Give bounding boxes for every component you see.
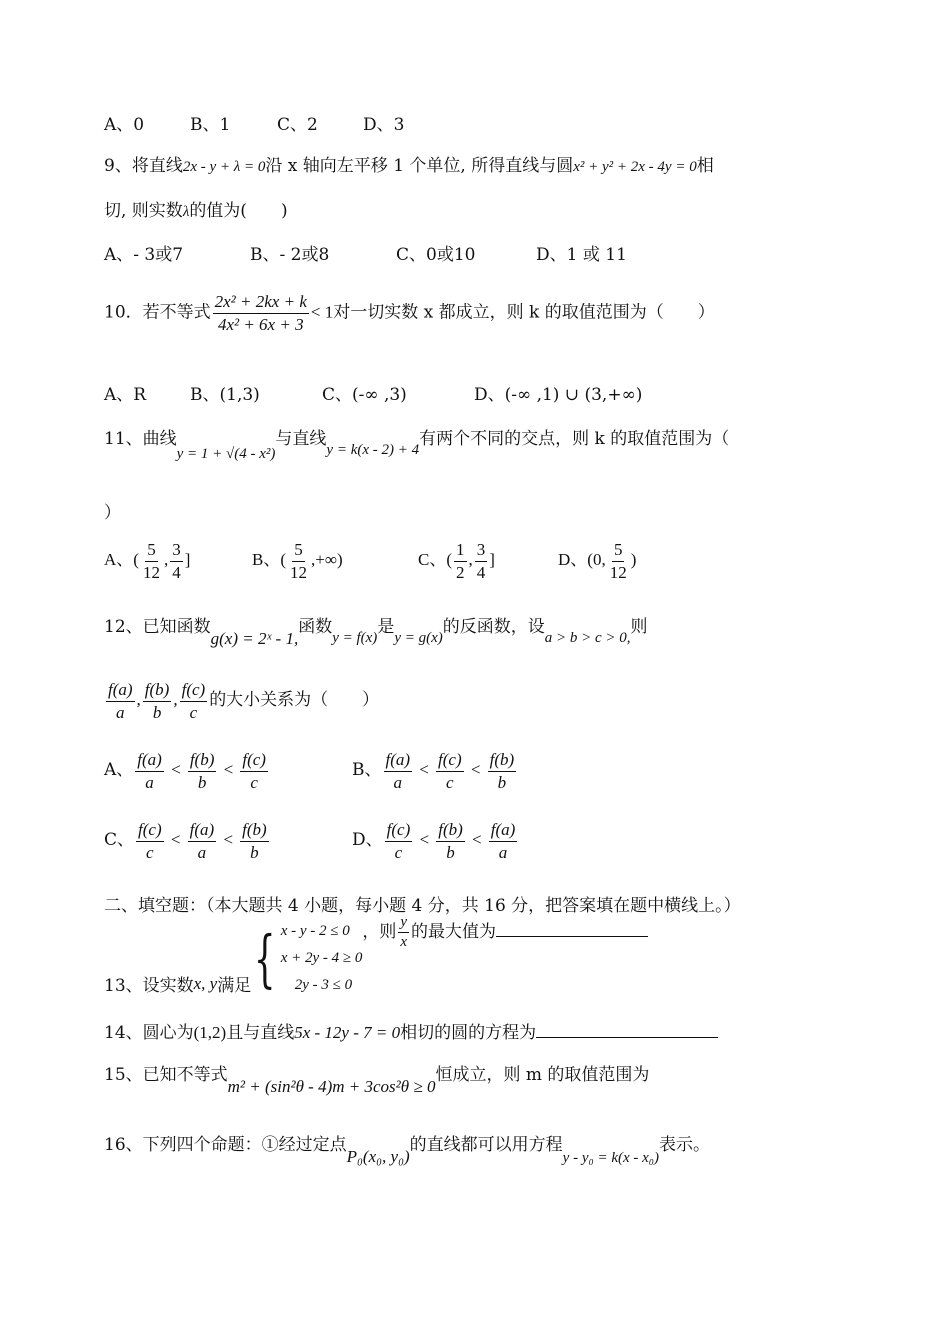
q13-text1: 满足 — [217, 976, 252, 996]
q12-option-c: C、 $\frac{f(c)}{c}$ < $\frac{f(a)}{a}$ < $\frac{f(b)}{b}$ — [104, 820, 267, 862]
q11-options — [104, 540, 636, 582]
q9-options — [104, 240, 627, 265]
q9-line-equation: 2x - y + λ = 0 — [182, 159, 266, 175]
q16-text1: 的直线都可以用方程 — [409, 1135, 563, 1155]
q10-denominator: 4x² + 6x + 3 — [217, 314, 304, 334]
q12-text3: 的反函数，设 — [442, 617, 545, 637]
q9-circle-equation: x² + y² + 2x - 4y = 0 — [573, 159, 697, 175]
q10-options — [104, 380, 642, 405]
q9-text3: 切, 则实数 — [104, 201, 183, 221]
q13-fraction: $\frac{y}{x}$ — [400, 913, 408, 950]
q13-answer-blank[interactable] — [496, 918, 648, 937]
q9-option-c: C、0或10 — [396, 245, 476, 265]
q9-text1: 沿 x 轴向左平移 1 个单位, 所得直线与圆 — [265, 156, 574, 176]
q12-text1: 函数 — [298, 617, 333, 637]
q12-option-d: D、 $\frac{f(c)}{c}$ < $\frac{f(b)}{b}$ < $\frac{f(a)}{a}$ — [352, 820, 516, 862]
q10-relation: < 1 — [310, 302, 334, 322]
q14-line: 5x - 12y - 7 = 0 — [294, 1023, 401, 1042]
q12-text4: 则 — [630, 617, 648, 637]
q14-center: (1,2) — [193, 1023, 227, 1042]
q12-option-a: A、 $\frac{f(a)}{a}$ < $\frac{f(b)}{b}$ < $\frac{f(c)}{c}$ — [104, 750, 266, 792]
section-2-heading: 二、填空题：（本大题共 4 小题，每小题 4 分，共 16 分，把答案填在题中横线上。） — [104, 896, 741, 916]
q12-text5: 的大小关系为（ ） — [209, 689, 380, 710]
q16-equation: y - y₀ = k(x - x₀) — [562, 1150, 659, 1166]
q10-option-b: B、(1,3) — [190, 385, 260, 405]
q13-prefix: 13、设实数 — [104, 976, 194, 996]
q12-f: y = f(x) — [332, 630, 378, 646]
q10-stem — [104, 292, 715, 334]
q11-line: y = k(x - 2) + 4 — [326, 442, 420, 458]
q11-option-d: D、(0, $\frac{5}{12}$ ) — [558, 540, 637, 582]
q15-text: 恒成立，则 m 的取值范围为 — [435, 1065, 650, 1085]
q13-system: { x - y - 2 ≤ 0 x + 2y - 4 ≥ 0 2y - 3 ≤ 0 — [251, 918, 362, 999]
q9-text2: 相 — [696, 156, 714, 176]
q8-option-d: D、3 — [363, 115, 405, 135]
q9-lambda: λ — [182, 204, 190, 220]
q11-curve: y = 1 + √(4 - x²) — [176, 446, 276, 462]
q11-option-c: C、( $\frac{1}{2}$ , $\frac{3}{4}$ ] — [418, 540, 495, 582]
q14-prefix: 14、圆心为 — [104, 1023, 194, 1043]
q8-option-c: C、2 — [277, 115, 318, 135]
q10-option-d: D、(-∞ ,1) ∪ (3,+∞) — [474, 385, 643, 405]
q12-stem — [104, 612, 648, 648]
q12-options-cd — [104, 820, 519, 862]
q12-condition: a > b > c > 0, — [544, 630, 631, 646]
q14-text1: 且与直线 — [226, 1023, 295, 1043]
q9-line1 — [104, 151, 714, 176]
q12-g-def: g(x) = 2ˣ - 1, — [210, 629, 299, 648]
q10-option-a: A、R — [104, 385, 147, 405]
q13-row-1: x - y - 2 ≤ 0 — [280, 923, 350, 939]
q16-stem — [104, 1130, 710, 1166]
q10-prefix: 10．若不等式 — [104, 302, 211, 323]
q12-options-ab — [104, 750, 518, 792]
q13-stem — [104, 913, 648, 999]
q14-text2: 相切的圆的方程为 — [400, 1023, 537, 1043]
q9-text4: 的值为( ) — [189, 201, 288, 221]
q12-prefix: 12、已知函数 — [104, 617, 211, 637]
q16-prefix: 16、下列四个命题：①经过定点 — [104, 1135, 347, 1155]
q14-stem — [104, 1018, 718, 1043]
q15-inequality: m² + (sin²θ - 4)m + 3cos²θ ≥ 0 — [227, 1077, 436, 1096]
q12-gy: y = g(x) — [394, 630, 443, 646]
q15-prefix: 15、已知不等式 — [104, 1065, 228, 1085]
q14-answer-blank[interactable] — [536, 1019, 718, 1038]
q11-prefix: 11、曲线 — [104, 429, 177, 449]
q9-option-b: B、- 2或8 — [250, 245, 330, 265]
q9-prefix: 9、将直线 — [104, 156, 183, 176]
q9-option-d: D、1 或 11 — [536, 245, 627, 265]
q11-option-b: B、( $\frac{5}{12}$ ,+∞) — [252, 540, 343, 582]
q16-text2: 表示。 — [659, 1135, 710, 1155]
q11-option-a: A、( $\frac{5}{12}$ , $\frac{3}{4}$ ] — [104, 540, 191, 582]
q10-option-c: C、(-∞ ,3) — [322, 385, 407, 405]
q12-expression: $\frac{f(a)}{a}$ , $\frac{f(b)}{b}$ , $\frac{f(c)}{c}$ 的大小关系为（ ） — [108, 680, 380, 722]
q13-row-3: 2y - 3 ≤ 0 — [294, 977, 353, 993]
q13-text3: 的最大值为 — [411, 922, 497, 942]
q11-text1: 与直线 — [275, 429, 327, 449]
q8-option-a: A、0 — [104, 115, 145, 135]
q13-text2: ，则 — [362, 922, 397, 942]
q10-fraction — [213, 292, 309, 334]
q9-line2 — [104, 196, 288, 221]
q10-numerator: 2x² + 2kx + k — [213, 292, 309, 314]
q13-row-2: x + 2y - 4 ≥ 0 — [280, 950, 363, 966]
q13-vars: x, y — [193, 974, 218, 993]
q10-text: 对一切实数 x 都成立，则 k 的取值范围为（ ） — [333, 302, 715, 323]
q16-point: P₀(x₀, y₀) — [346, 1147, 410, 1166]
q8-options — [104, 110, 404, 135]
q8-option-b: B、1 — [190, 115, 231, 135]
q11-close: ） — [104, 503, 121, 523]
q9-option-a: A、- 3或7 — [104, 245, 184, 265]
q12-option-b: B、 $\frac{f(a)}{a}$ < $\frac{f(c)}{c}$ < $\frac{f(b)}{b}$ — [352, 750, 515, 792]
q11-text2: 有两个不同的交点，则 k 的取值范围为（ — [419, 429, 730, 449]
q12-text2: 是 — [377, 617, 395, 637]
q11-stem — [104, 424, 730, 462]
q15-stem — [104, 1060, 650, 1096]
